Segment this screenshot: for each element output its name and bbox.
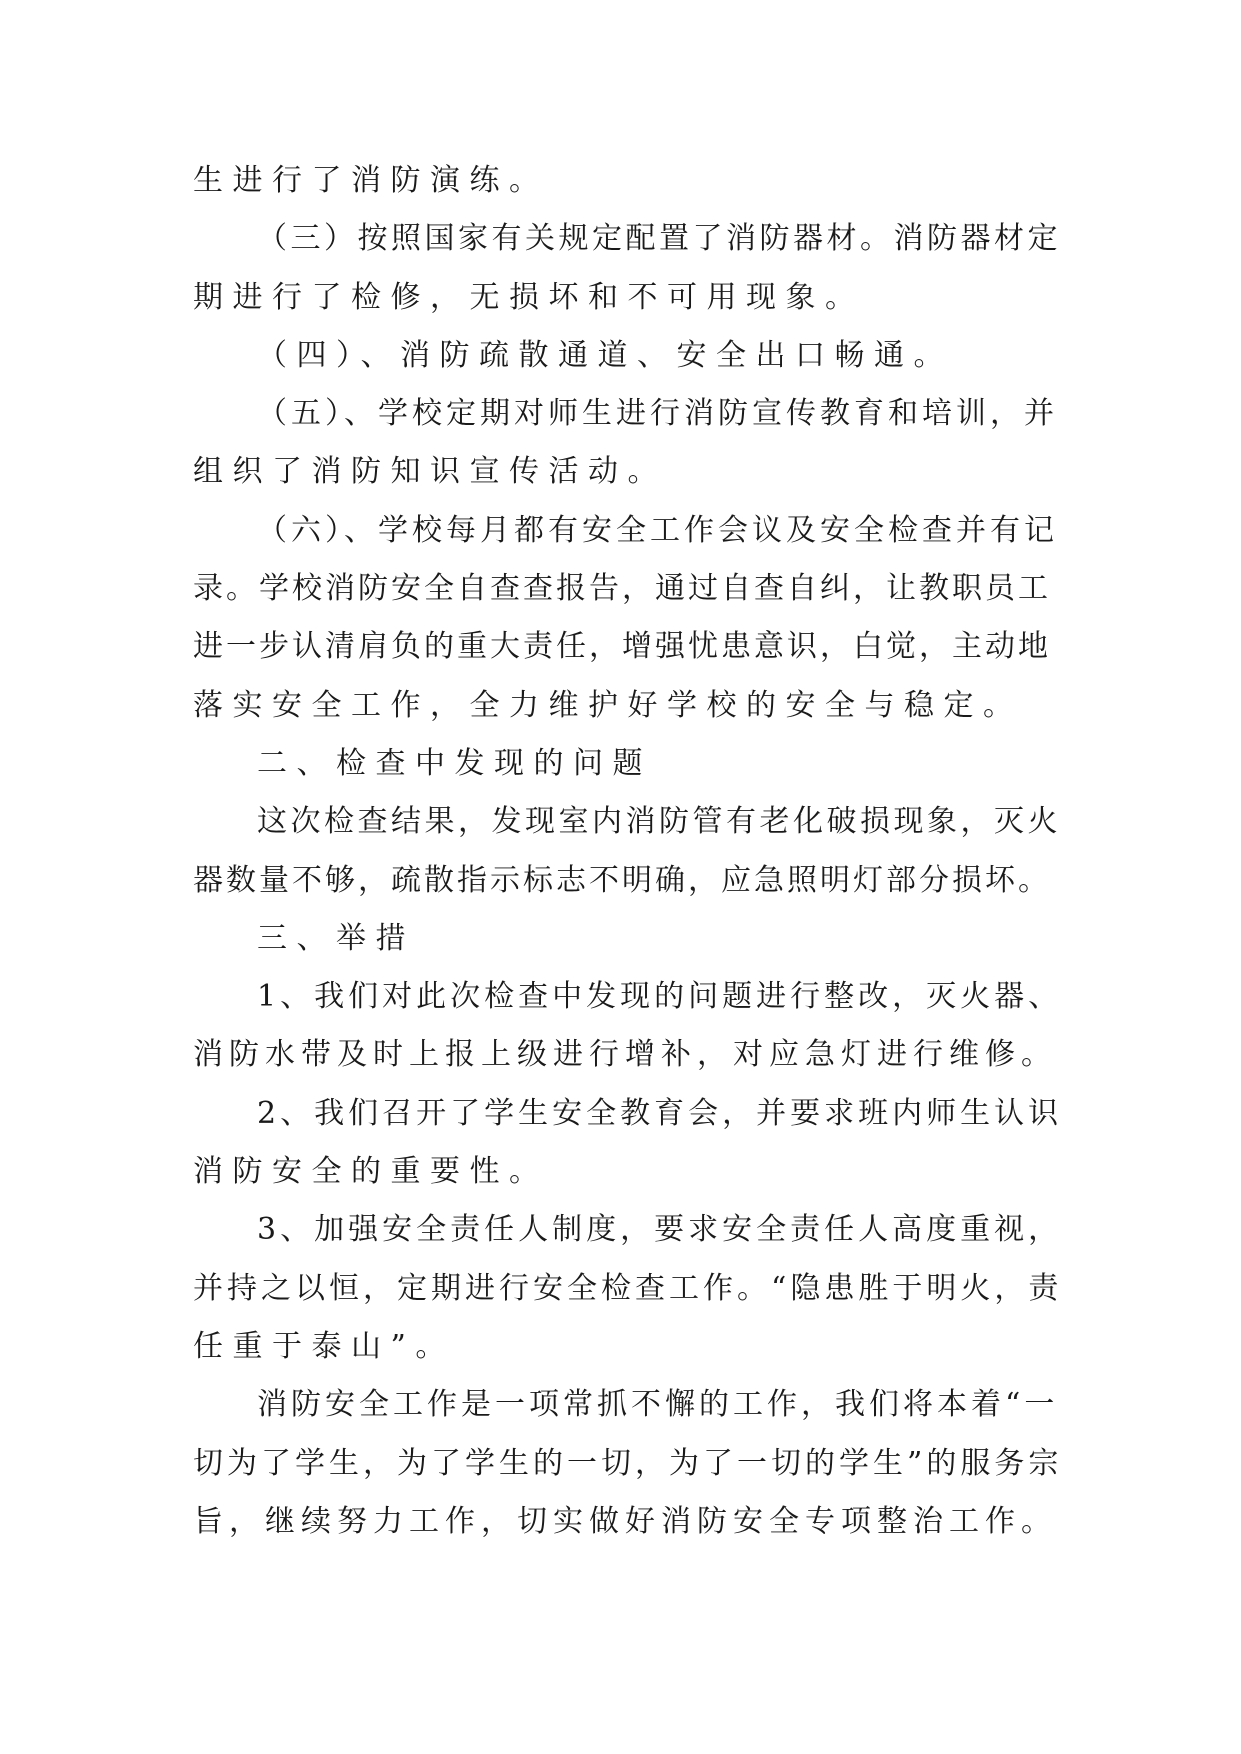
document-body [193, 152, 1063, 1551]
text-line: （五）、学校定期对师生进行消防宣传教育和培训，并 [257, 396, 1058, 432]
text-line: 进一步认清肩负的重大责任，增强忧患意识，白觉，主动地 [193, 629, 1051, 665]
text-line: 3、加强安全责任人制度，要求安全责任人高度重视， [257, 1212, 1063, 1248]
text-line: 录。学校消防安全自查查报告，通过自查自纠，让教职员工 [193, 571, 1051, 607]
text-line: 2、我们召开了学生安全教育会，并要求班内师生认识 [257, 1095, 1063, 1131]
text-line: （四）、消防疏散通道、安全出口畅通。 [257, 337, 953, 373]
text-line: 落实安全工作，全力维护好学校的安全与稳定。 [193, 687, 1023, 723]
text-line: 二、检查中发现的问题 [257, 745, 652, 781]
text-line: 消防安全的重要性。 [193, 1154, 549, 1190]
text-line: 旨，继续努力工作，切实做好消防安全专项整治工作。 [193, 1503, 1057, 1539]
text-line: 组织了消防知识宣传活动。 [193, 454, 667, 490]
text-line: 三、举措 [257, 920, 415, 956]
text-line: 期进行了检修，无损坏和不可用现象。 [193, 279, 865, 315]
text-line: 任重于泰山”。 [193, 1328, 455, 1364]
text-line: 这次检查结果，发现室内消防管有老化破损现象，灭火 [257, 804, 1061, 840]
text-line: 1、我们对此次检查中发现的问题进行整改，灭火器、 [257, 979, 1063, 1015]
text-line: （六）、学校每月都有安全工作会议及安全检查并有记 [257, 512, 1058, 548]
text-line: 消防水带及时上报上级进行增补，对应急灯进行维修。 [193, 1037, 1057, 1073]
text-line: 并持之以恒，定期进行安全检查工作。“隐患胜于明火，责 [193, 1270, 1063, 1306]
text-line: 生进行了消防演练。 [193, 163, 549, 198]
text-line: 消防安全工作是一项常抓不懈的工作，我们将本着“一 [257, 1387, 1059, 1423]
text-line: （三）按照国家有关规定配置了消防器材。消防器材定 [257, 221, 1061, 257]
text-line: 器数量不够，疏散指示标志不明确，应急照明灯部分损坏。 [193, 862, 1051, 898]
text-line: 切为了学生，为了学生的一切，为了一切的学生”的服务宗 [193, 1445, 1063, 1481]
